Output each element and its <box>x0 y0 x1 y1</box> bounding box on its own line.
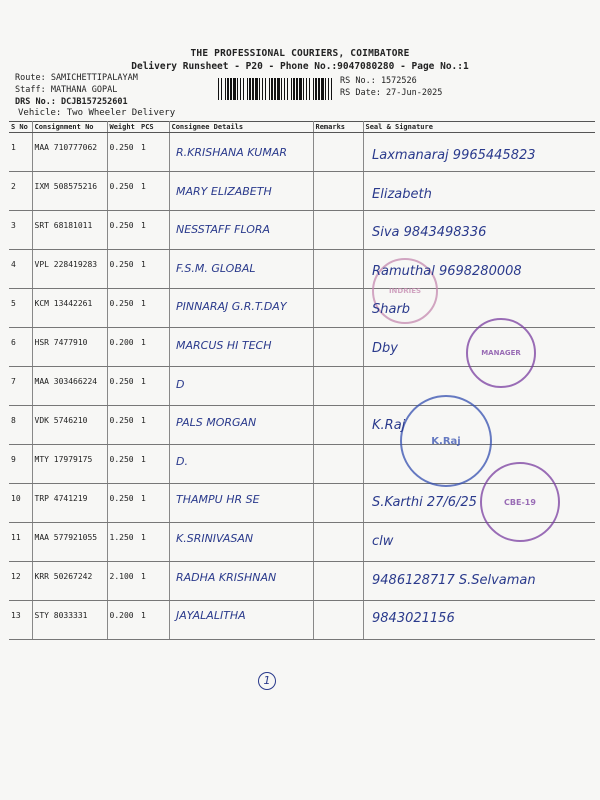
handwritten-consignee: PINNARAJ G.R.T.DAY <box>176 300 287 314</box>
handwritten-signature: 9486128717 S.Selvaman <box>372 572 536 588</box>
route-label: Route: SAMICHETTIPALAYAM <box>15 73 138 83</box>
weight-cell: 0.250 <box>107 211 139 250</box>
pcs-cell: 1 <box>139 601 169 640</box>
runsheet-title: Delivery Runsheet - P20 - Phone No.:9047080280 - Page No.:1 <box>131 61 469 72</box>
handwritten-consignee: D <box>176 377 185 391</box>
col-sno: S No <box>9 122 32 133</box>
handwritten-consignee: MARY ELIZABETH <box>176 184 272 198</box>
sno-cell: 3 <box>9 211 32 250</box>
weight-cell: 0.200 <box>107 328 139 367</box>
pcs-cell: 1 <box>139 406 169 445</box>
sno-cell: 7 <box>9 367 32 406</box>
col-consignment: Consignment No <box>32 122 107 133</box>
consignment-cell: TRP 4741219 <box>32 484 107 523</box>
drs-label: DRS No.: DCJB157252601 <box>15 97 128 107</box>
handwritten-signature: S.Karthi 27/6/25 <box>372 495 477 511</box>
page-number-mark: 1 <box>258 672 276 690</box>
weight-cell: 0.250 <box>107 250 139 289</box>
consignment-cell: MAA 710777062 <box>32 133 107 172</box>
weight-cell: 0.250 <box>107 367 139 406</box>
handwritten-consignee: K.SRINIVASAN <box>176 532 254 545</box>
handwritten-consignee: NESSTAFF FLORA <box>176 223 271 237</box>
handwritten-signature: Dby <box>372 341 398 356</box>
pcs-cell: 1 <box>139 367 169 406</box>
sno-cell: 11 <box>9 523 32 562</box>
staff-label: Staff: MATHANA GOPAL <box>15 85 118 95</box>
remarks-cell <box>313 523 363 562</box>
consignment-cell: KCM 13442261 <box>32 289 107 328</box>
pcs-cell: 1 <box>139 289 169 328</box>
consignment-cell: SRT 68181011 <box>32 211 107 250</box>
handwritten-signature: K.Raj <box>372 418 406 434</box>
table-row <box>9 211 595 250</box>
sno-cell: 9 <box>9 445 32 484</box>
barcode <box>218 78 334 100</box>
sno-cell: 10 <box>9 484 32 523</box>
sno-cell: 4 <box>9 250 32 289</box>
weight-cell: 1.250 <box>107 523 139 562</box>
consignment-cell: MTY 17979175 <box>32 445 107 484</box>
sno-cell: 2 <box>9 172 32 211</box>
handwritten-consignee: JAYALALITHA <box>176 609 246 623</box>
handwritten-consignee: R.KRISHANA KUMAR <box>176 146 287 159</box>
handwritten-consignee: F.S.M. GLOBAL <box>176 261 256 275</box>
sno-cell: 1 <box>9 133 32 172</box>
consignee-cell <box>169 367 313 406</box>
handwritten-signature: Elizabeth <box>372 186 432 202</box>
remarks-cell <box>313 484 363 523</box>
pcs-cell: 1 <box>139 523 169 562</box>
sno-cell: 13 <box>9 601 32 640</box>
consignment-cell: STY 8033331 <box>32 601 107 640</box>
handwritten-signature: Laxmanaraj 9965445823 <box>372 148 536 163</box>
col-signature: Seal & Signature <box>363 122 595 133</box>
seal-stamp: MANAGER <box>466 318 536 388</box>
table-row <box>9 601 595 640</box>
consignment-cell: VPL 228419283 <box>32 250 107 289</box>
remarks-cell <box>313 562 363 601</box>
handwritten-consignee: THAMPU HR SE <box>176 493 260 507</box>
handwritten-signature: clw <box>372 534 394 549</box>
rs-date: RS Date: 27-Jun-2025 <box>340 88 443 98</box>
pcs-cell: 1 <box>139 211 169 250</box>
consignment-cell: HSR 7477910 <box>32 328 107 367</box>
remarks-cell <box>313 133 363 172</box>
pcs-cell: 1 <box>139 562 169 601</box>
col-remarks: Remarks <box>313 122 363 133</box>
col-weight: Weight <box>107 122 139 133</box>
sno-cell: 12 <box>9 562 32 601</box>
seal-stamp: CBE-19 <box>480 462 560 542</box>
seal-stamp: K.Raj <box>400 395 492 487</box>
col-consignee: Consignee Details <box>169 122 313 133</box>
remarks-cell <box>313 601 363 640</box>
sno-cell: 5 <box>9 289 32 328</box>
sno-cell: 6 <box>9 328 32 367</box>
rs-number: RS No.: 1572526 <box>340 76 417 86</box>
remarks-cell <box>313 445 363 484</box>
signature-cell <box>363 523 595 562</box>
remarks-cell <box>313 211 363 250</box>
pcs-cell: 1 <box>139 250 169 289</box>
remarks-cell <box>313 406 363 445</box>
weight-cell: 0.250 <box>107 445 139 484</box>
remarks-cell <box>313 328 363 367</box>
handwritten-consignee: MARCUS HI TECH <box>176 339 272 352</box>
weight-cell: 0.250 <box>107 406 139 445</box>
weight-cell: 0.250 <box>107 172 139 211</box>
pcs-cell: 1 <box>139 328 169 367</box>
consignment-cell: MAA 303466224 <box>32 367 107 406</box>
col-pcs: PCS <box>139 122 169 133</box>
consignee-cell <box>169 445 313 484</box>
consignment-cell: MAA 577921055 <box>32 523 107 562</box>
weight-cell: 0.250 <box>107 289 139 328</box>
seal-stamp: INDRIES <box>372 258 438 324</box>
weight-cell: 0.200 <box>107 601 139 640</box>
consignment-cell: KRR 50267242 <box>32 562 107 601</box>
remarks-cell <box>313 250 363 289</box>
vehicle-label: Vehicle: Two Wheeler Delivery <box>18 108 176 118</box>
pcs-cell: 1 <box>139 172 169 211</box>
handwritten-signature: 9843021156 <box>372 611 455 627</box>
handwritten-signature: Sharb <box>372 302 411 318</box>
remarks-cell <box>313 367 363 406</box>
company-title: THE PROFESSIONAL COURIERS, COIMBATORE <box>190 48 410 59</box>
handwritten-signature: Ramuthal 9698280008 <box>372 263 522 279</box>
table-row <box>9 172 595 211</box>
weight-cell: 0.250 <box>107 484 139 523</box>
table-header-row <box>9 122 595 133</box>
weight-cell: 0.250 <box>107 133 139 172</box>
handwritten-consignee: RADHA KRISHNAN <box>176 570 277 584</box>
pcs-cell: 1 <box>139 484 169 523</box>
weight-cell: 2.100 <box>107 562 139 601</box>
handwritten-signature: Siva 9843498336 <box>372 225 487 241</box>
handwritten-consignee: D. <box>176 454 188 468</box>
remarks-cell <box>313 172 363 211</box>
sno-cell: 8 <box>9 406 32 445</box>
pcs-cell: 1 <box>139 445 169 484</box>
consignment-cell: VDK 5746210 <box>32 406 107 445</box>
handwritten-consignee: PALS MORGAN <box>176 416 257 430</box>
pcs-cell: 1 <box>139 133 169 172</box>
consignment-cell: IXM 508575216 <box>32 172 107 211</box>
remarks-cell <box>313 289 363 328</box>
table-row <box>9 406 595 445</box>
